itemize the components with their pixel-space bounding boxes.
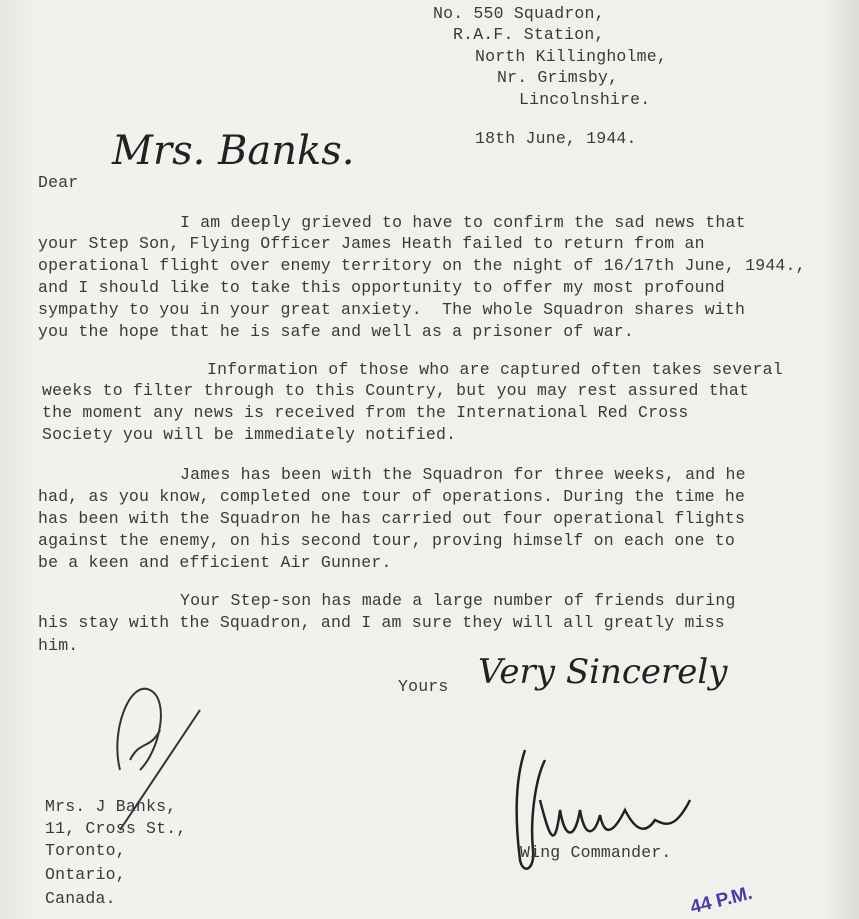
body-line: has been with the Squadron he has carried out four operational flights [38,509,746,528]
address-line: Canada. [45,889,116,908]
postmark-stamp: 44 P.M. [688,882,755,919]
body-line: weeks to filter through to this Country, but you may rest assured that [42,381,750,400]
letterhead-line: R.A.F. Station, [453,25,605,44]
address-line: Toronto, [45,841,126,860]
body-line: him. [38,636,79,655]
letterhead-line: No. 550 Squadron, [433,4,605,23]
address-line: Ontario, [45,865,126,884]
body-line: sympathy to you in your great anxiety. The whole Squadron shares with [38,300,746,319]
body-line: operational flight over enemy territory on the night of 16/17th June, 1944., [38,256,806,275]
letterhead-line: Nr. Grimsby, [497,68,619,87]
address-line: Mrs. J Banks, [45,797,177,816]
body-line: Society you will be immediately notified. [42,425,457,444]
letterhead-line: North Killingholme, [475,47,667,66]
body-line: his stay with the Squadron, and I am sure they will all greatly miss [38,613,725,632]
letter-date: 18th June, 1944. [475,129,637,148]
body-line: I am deeply grieved to have to confirm the sad news that [180,213,746,232]
body-line: be a keen and efficient Air Gunner. [38,553,392,572]
letterhead-line: Lincolnshire. [519,90,651,109]
body-line: Information of those who are captured often takes several [207,360,783,379]
handwritten-salutation: Mrs. Banks. [112,128,355,174]
body-line: against the enemy, on his second tour, proving himself on each one to [38,531,736,550]
body-line: James has been with the Squadron for three weeks, and he [180,465,746,484]
address-line: 11, Cross St., [45,819,187,838]
handwritten-closing: Very Sincerely [478,652,728,692]
body-line: Your Step-son has made a large number of friends during [180,591,736,610]
body-line: your Step Son, Flying Officer James Heath failed to return from an [38,234,705,253]
closing: Yours [398,677,449,696]
signatory-title: Wing Commander. [520,843,672,862]
body-line: you the hope that he is safe and well as a prisoner of war. [38,322,634,341]
body-line: and I should like to take this opportunity to offer my most profound [38,278,725,297]
body-line: the moment any news is received from the International Red Cross [42,403,689,422]
salutation: Dear [38,173,79,192]
body-line: had, as you know, completed one tour of operations. During the time he [38,487,746,506]
